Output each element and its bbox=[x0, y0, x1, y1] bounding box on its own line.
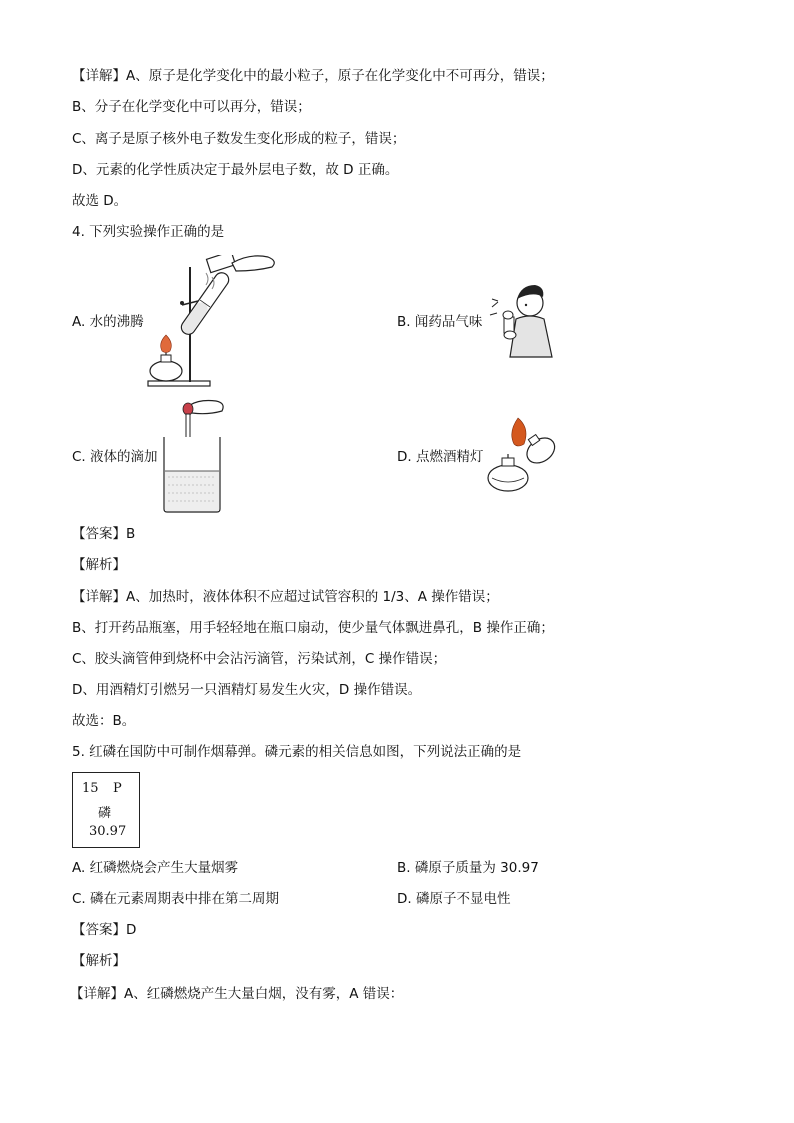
q3-detail-b: B、分子在化学变化中可以再分，错误； bbox=[72, 99, 311, 115]
phosphorus-element-card bbox=[72, 772, 140, 848]
lighting-lamp-illustration bbox=[484, 414, 560, 500]
q4-choice: 故选：B。 bbox=[72, 713, 136, 729]
q5-option-d: D. 磷原子不显电性 bbox=[397, 891, 511, 907]
q3-detail-d: D、元素的化学性质决定于最外层电子数，故 D 正确。 bbox=[72, 162, 399, 178]
q4-detail-c: C、胶头滴管伸到烧杯中会沾污滴管，污染试剂，C 操作错误； bbox=[72, 651, 447, 667]
q4-detail-intro: 【详解】A、加热时，液体体积不应超过试管容积的 1/3、A 操作错误； bbox=[72, 589, 499, 605]
q3-detail-c: C、离子是原子核外电子数发生变化形成的粒子，错误； bbox=[72, 131, 406, 147]
q5-answer: 【答案】D bbox=[72, 922, 137, 938]
smelling-chemical-illustration bbox=[486, 277, 564, 363]
q5-detail-intro: 【详解】A、红磷燃烧产生大量白烟，没有雾，A 错误： bbox=[70, 986, 404, 1002]
q3-detail-intro: 【详解】A、原子是化学变化中的最小粒子，原子在化学变化中不可再分，错误； bbox=[72, 68, 554, 84]
q4-option-c: C. 液体的滴加 bbox=[72, 449, 158, 465]
q4-option-d: D. 点燃酒精灯 bbox=[397, 449, 484, 465]
q5-option-c: C. 磷在元素周期表中排在第二周期 bbox=[72, 891, 280, 907]
q5-stem: 5. 红磷在国防中可制作烟幕弹。磷元素的相关信息如图，下列说法正确的是 bbox=[72, 744, 522, 760]
q5-option-a: A. 红磷燃烧会产生大量烟雾 bbox=[72, 860, 239, 876]
q4-option-b: B. 闻药品气味 bbox=[397, 314, 483, 330]
element-symbol: P bbox=[113, 781, 122, 796]
q4-stem: 4. 下列实验操作正确的是 bbox=[72, 224, 225, 240]
q4-option-a: A. 水的沸腾 bbox=[72, 314, 144, 330]
element-name: 磷 bbox=[98, 806, 112, 821]
element-atomic-number: 15 bbox=[82, 781, 99, 796]
q3-choice: 故选 D。 bbox=[72, 193, 128, 209]
q4-detail-b: B、打开药品瓶塞，用手轻轻地在瓶口扇动，使少量气体飘进鼻孔，B 操作正确； bbox=[72, 620, 554, 636]
boiling-water-illustration bbox=[142, 255, 282, 394]
q5-analysis: 【解析】 bbox=[72, 953, 126, 969]
q5-option-b: B. 磷原子质量为 30.97 bbox=[397, 860, 539, 876]
q4-analysis: 【解析】 bbox=[72, 557, 126, 573]
q4-detail-d: D、用酒精灯引燃另一只酒精灯易发生火灾，D 操作错误。 bbox=[72, 682, 422, 698]
element-atomic-mass: 30.97 bbox=[89, 824, 127, 839]
liquid-dropping-illustration bbox=[160, 399, 230, 517]
q4-answer: 【答案】B bbox=[72, 526, 136, 542]
